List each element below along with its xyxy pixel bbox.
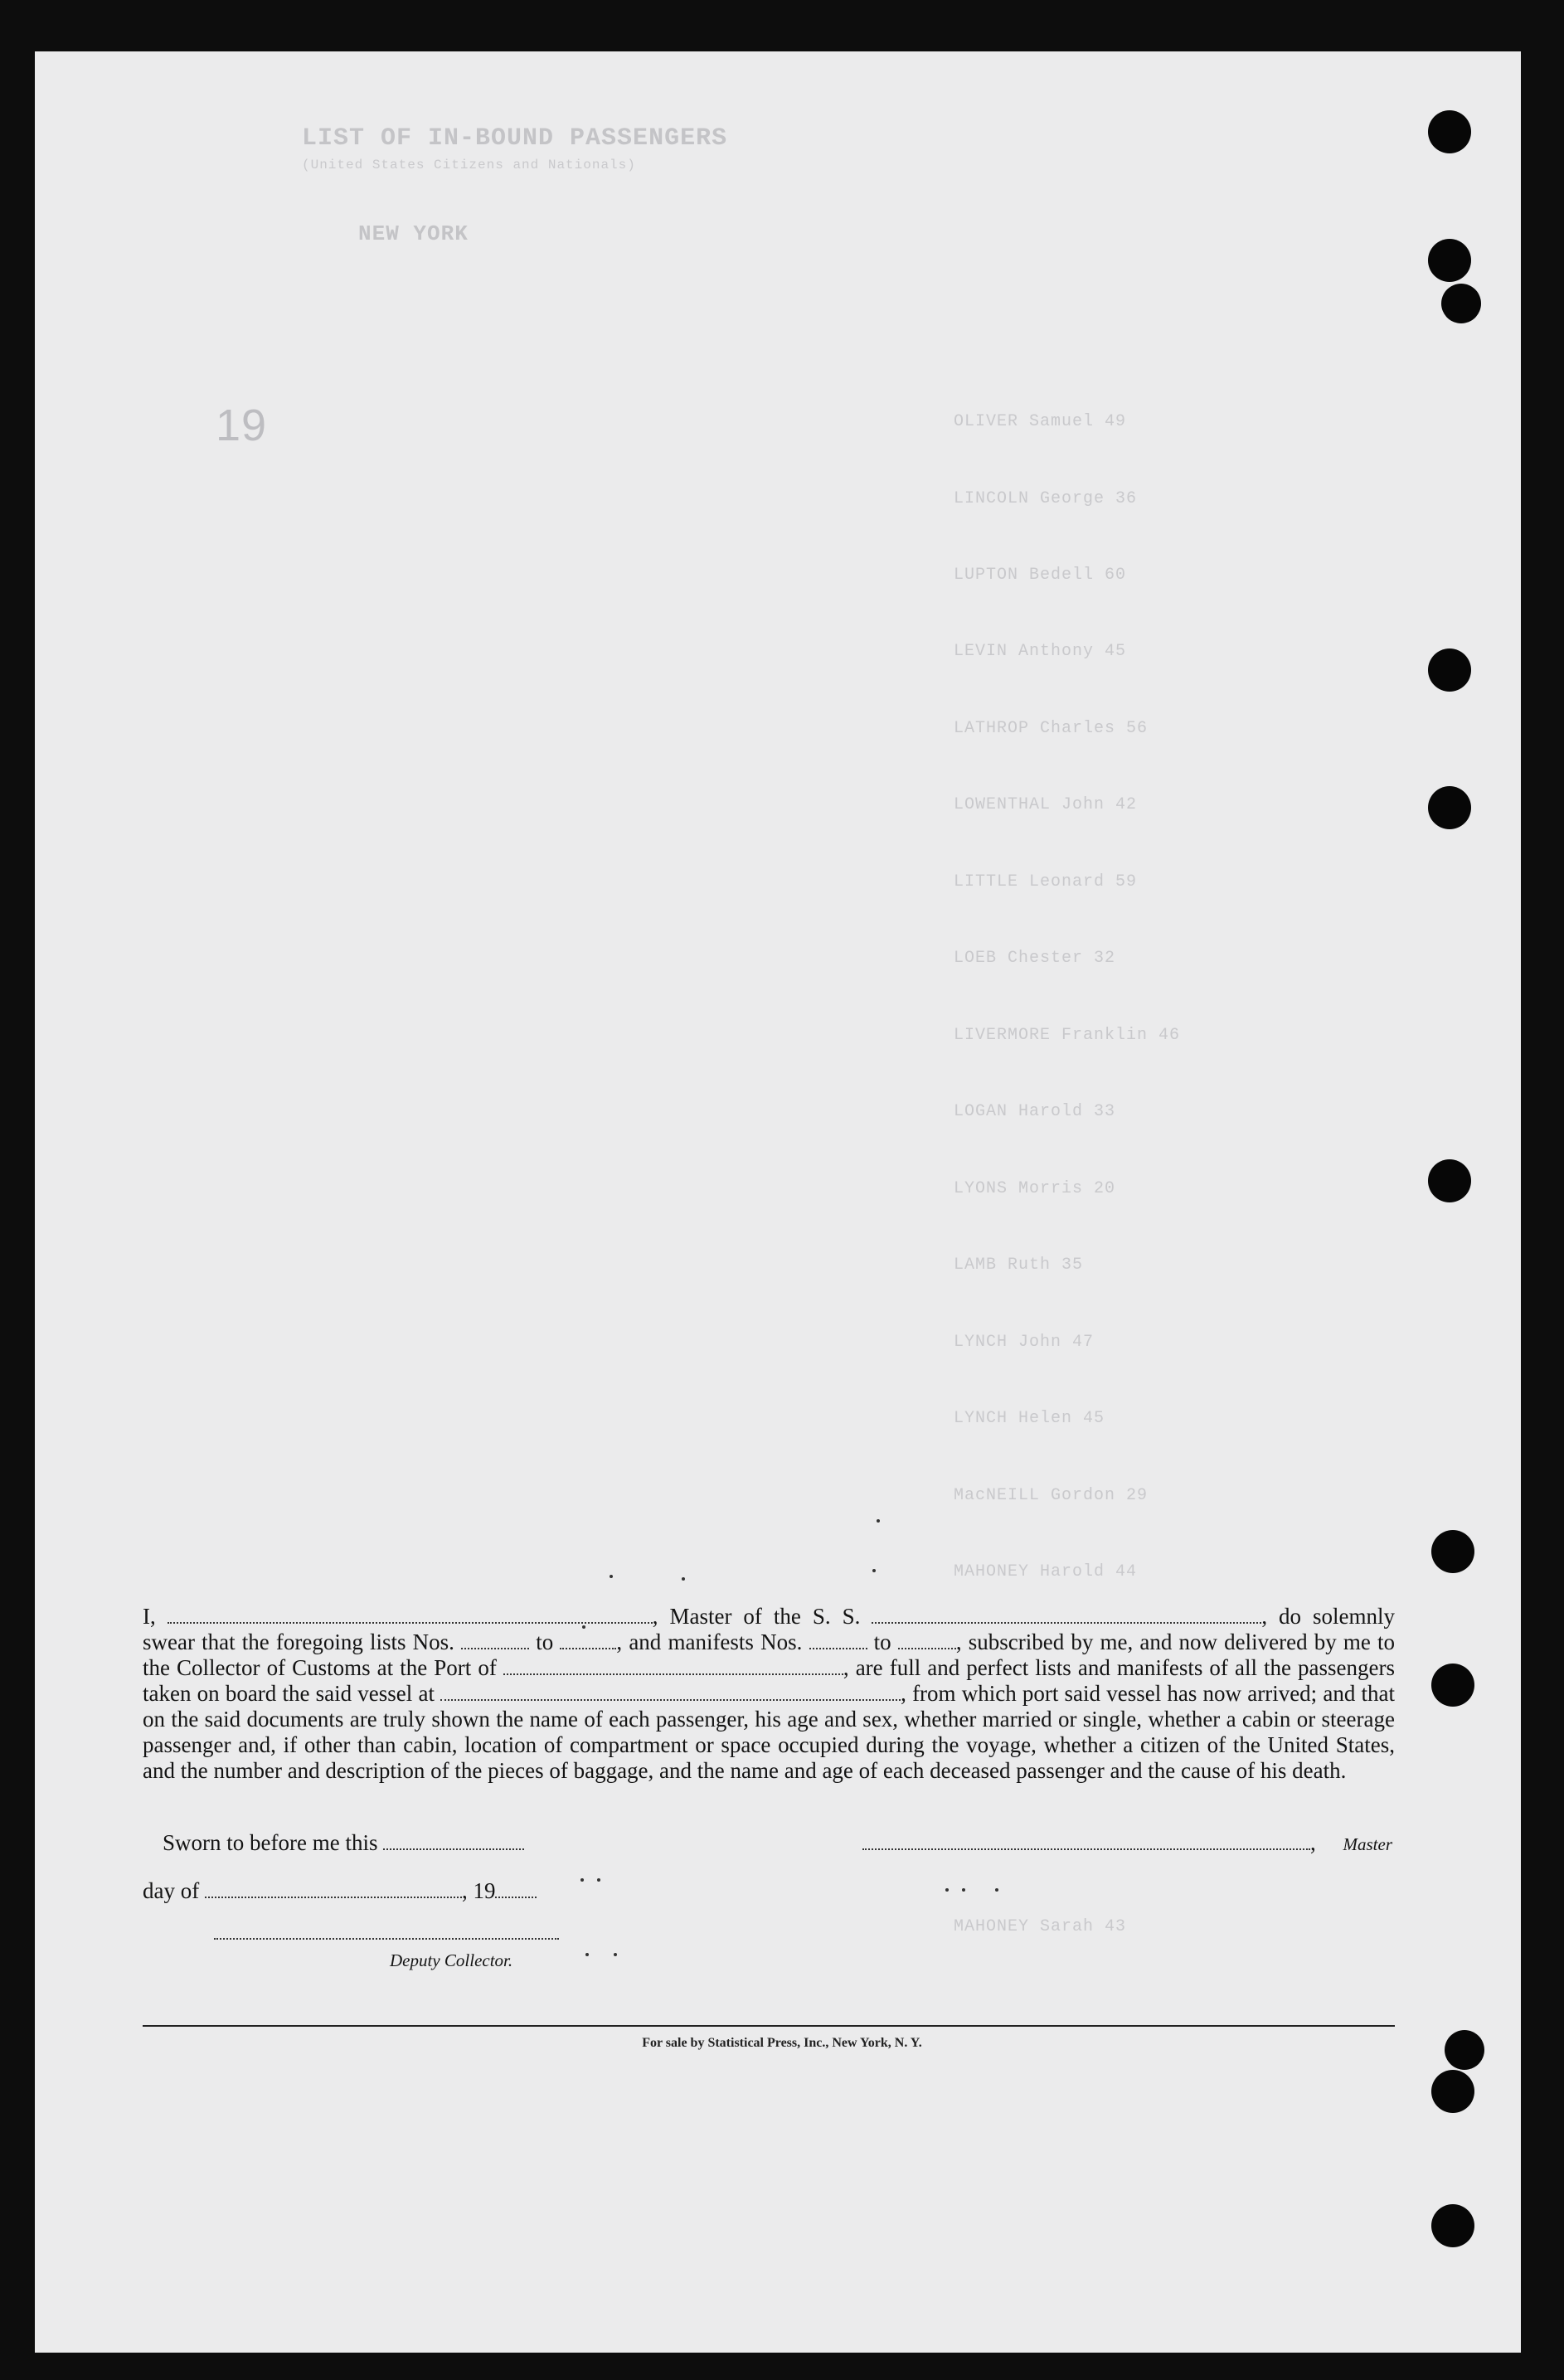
bleed-row: LOWENTHAL John 42 — [954, 795, 1138, 814]
deputy-collector-line — [214, 1920, 559, 1945]
printer-imprint: For sale by Statistical Press, Inc., New York, N. Y. — [642, 2036, 922, 2050]
bleed-row: LYNCH John 47 — [954, 1333, 1095, 1352]
year-blank[interactable] — [495, 1882, 537, 1898]
punch-hole — [1428, 239, 1471, 282]
vessel-name-blank[interactable] — [872, 1607, 1261, 1624]
bleed-row: LITTLE Leonard 59 — [954, 872, 1138, 891]
bleed-row: LATHROP Charles 56 — [954, 719, 1149, 738]
speck — [614, 1953, 617, 1956]
punch-hole — [1431, 2070, 1474, 2113]
bleed-row: LIVERMORE Franklin 46 — [954, 1026, 1181, 1045]
speck — [597, 1878, 600, 1882]
oath-text: , Master of the S. S. — [652, 1604, 861, 1629]
footer-rule — [143, 2025, 1395, 2027]
deputy-collector-label: Deputy Collector. — [390, 1950, 513, 1970]
bleed-row: LINCOLN George 36 — [954, 489, 1138, 508]
punch-hole — [1431, 1530, 1474, 1573]
year-label: , 19 — [461, 1878, 496, 1903]
oath-text: to — [873, 1630, 891, 1654]
master-signature — [862, 1830, 1392, 1856]
departure-port-blank[interactable] — [440, 1684, 901, 1701]
bleed-row: LEVIN Anthony 45 — [954, 642, 1127, 661]
speck — [995, 1888, 998, 1892]
punch-hole — [1428, 1159, 1471, 1202]
punch-hole — [1428, 648, 1471, 692]
bleed-page-number: 19 — [216, 401, 268, 450]
master-signature-blank[interactable] — [862, 1834, 1310, 1850]
oath-text: I, — [143, 1604, 156, 1629]
manifest-to-blank[interactable] — [898, 1633, 956, 1649]
bleed-row: LYONS Morris 20 — [954, 1179, 1116, 1198]
master-name-blank[interactable] — [168, 1607, 653, 1624]
speck — [610, 1575, 613, 1578]
bleed-row: MAHONEY Sarah 43 — [954, 1917, 1127, 1936]
oath-text: , and manifests Nos. — [616, 1630, 803, 1654]
list-from-blank[interactable] — [461, 1633, 529, 1649]
bleed-row: LUPTON Bedell 60 — [954, 566, 1127, 585]
bleed-row: MacNEILL Gordon 29 — [954, 1486, 1149, 1505]
bleed-row: LOGAN Harold 33 — [954, 1102, 1116, 1121]
bleed-header-subtitle: (United States Citizens and Nationals) — [302, 158, 636, 172]
comma: , — [1310, 1830, 1316, 1855]
bleed-row: LAMB Ruth 35 — [954, 1256, 1084, 1275]
speck — [877, 1519, 880, 1523]
punch-hole — [1428, 110, 1471, 153]
day-of-label: day of — [143, 1878, 200, 1903]
punch-hole — [1441, 284, 1481, 323]
month-blank[interactable] — [205, 1882, 462, 1898]
bleed-row: LOEB Chester 32 — [954, 949, 1116, 968]
speck — [945, 1888, 949, 1892]
bleed-row: LYNCH Helen 45 — [954, 1409, 1105, 1428]
punch-hole — [1431, 1664, 1474, 1707]
master-oath-paragraph — [143, 1604, 1395, 1784]
speck — [580, 1878, 584, 1882]
oath-text: , are full and perfect lists and manifests of all the passengers taken on board the said vessel at — [143, 1655, 1396, 1706]
manifest-from-blank[interactable] — [809, 1633, 867, 1649]
bleed-port: NEW YORK — [358, 221, 469, 246]
speck — [682, 1577, 685, 1581]
speck — [585, 1953, 589, 1956]
punch-hole — [1428, 786, 1471, 829]
bleed-header-title: LIST OF IN-BOUND PASSENGERS — [302, 124, 728, 153]
oath-text: to — [536, 1630, 554, 1654]
sworn-date-blank[interactable] — [383, 1834, 524, 1850]
port-blank[interactable] — [503, 1659, 843, 1675]
list-to-blank[interactable] — [560, 1633, 616, 1649]
bleed-row: MAHONEY Harold 44 — [954, 1562, 1138, 1581]
bleed-row: OLIVER Samuel 49 — [954, 412, 1127, 431]
deputy-signature-blank[interactable] — [214, 1923, 559, 1940]
punch-hole — [1431, 2204, 1474, 2247]
day-of-line — [143, 1878, 537, 1904]
oath-text: , subscribed by me, and now delivered by me to the Collector of Customs at the Port of — [143, 1630, 1396, 1680]
oath-text: , from which port said vessel has now arrived; and that on the said documents are truly shown the name of each passenger, his age and sex, whether married or single, whether a cabin or steerage passenger and, if other than cabin, location of compartment or space occupied during the voyage, whether a citizen of the United States, and the number and description of the pieces of baggage, and the name and age of each deceased passenger and the cause of his death. — [143, 1681, 1395, 1783]
speck — [962, 1888, 965, 1892]
speck — [872, 1569, 876, 1572]
oath-text: , do solemnly swear that the foregoing lists Nos. — [143, 1604, 1396, 1654]
sworn-line — [163, 1830, 524, 1856]
master-label: Master — [1343, 1834, 1392, 1854]
manifest-sheet — [35, 51, 1521, 2353]
sworn-label: Sworn to before me this — [163, 1830, 378, 1855]
